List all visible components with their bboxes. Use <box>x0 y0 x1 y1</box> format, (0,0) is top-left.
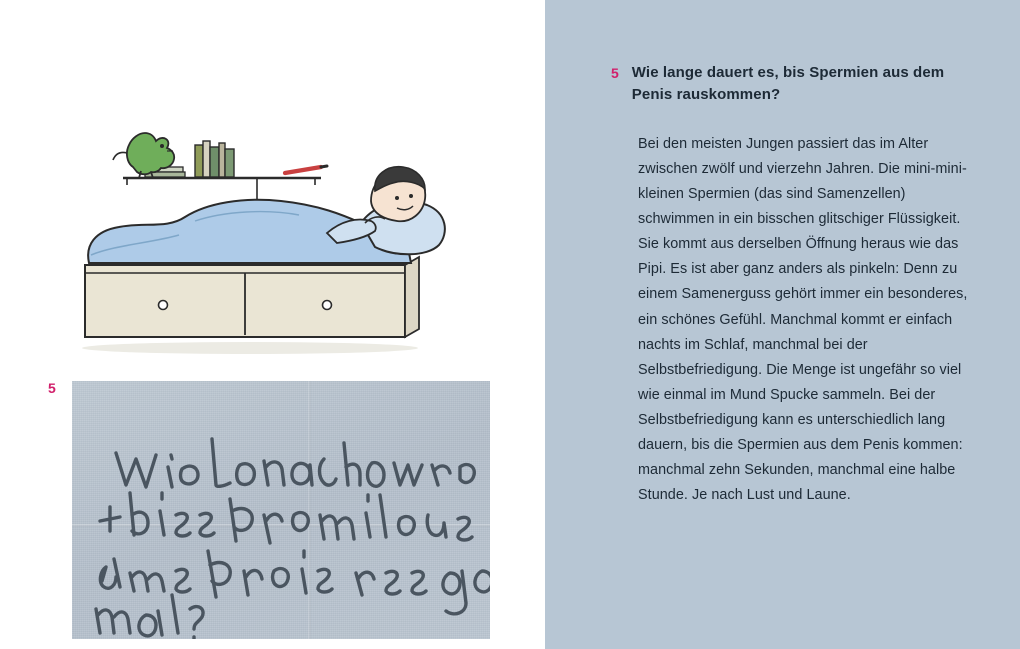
right-page <box>545 0 1020 649</box>
note-number: 5 <box>48 380 56 396</box>
bed-frame-with-drawers <box>85 257 419 337</box>
question-number: 5 <box>611 65 619 81</box>
boy-in-bed-illustration <box>75 105 495 360</box>
handwritten-note-card <box>72 381 490 639</box>
handwriting-svg <box>72 381 490 639</box>
red-pen <box>285 166 327 173</box>
question-heading <box>611 62 971 106</box>
question-title: Wie lange dauert es, bis Spermien aus dem Penis rauskommen? <box>631 64 945 104</box>
answer-text: Bei den meisten Jungen passiert das im Alter zwischen zwölf und vierzehn Jahren. Die mini-mini-kleinen Spermien (das sind Samenzellen) schwimmen in ein bisschen glitschiger Flüssigkeit. Sie kommt aus derselben Öffnung heraus wie das Pipi. Es ist aber ganz anders als pinkeln: Denn zu einem Samenerguss gehört immer ein besonderes, ein schönes Gefühl. Manchmal kommt er einfach nachts im Schlaf, manchmal bei der Selbstbefriedigung. Die Menge ist ungefähr so viel wie einmal im Mund Spucke sammeln. Bei der Selbstbefriedigung kann es unterschiedlich lang dauern, bis die Spermien aus dem Penis kommen: manchmal zehn Sekunden, manchmal eine halbe Stunde. Je nach Lust und Laune. <box>638 136 968 503</box>
question-block <box>611 62 971 508</box>
